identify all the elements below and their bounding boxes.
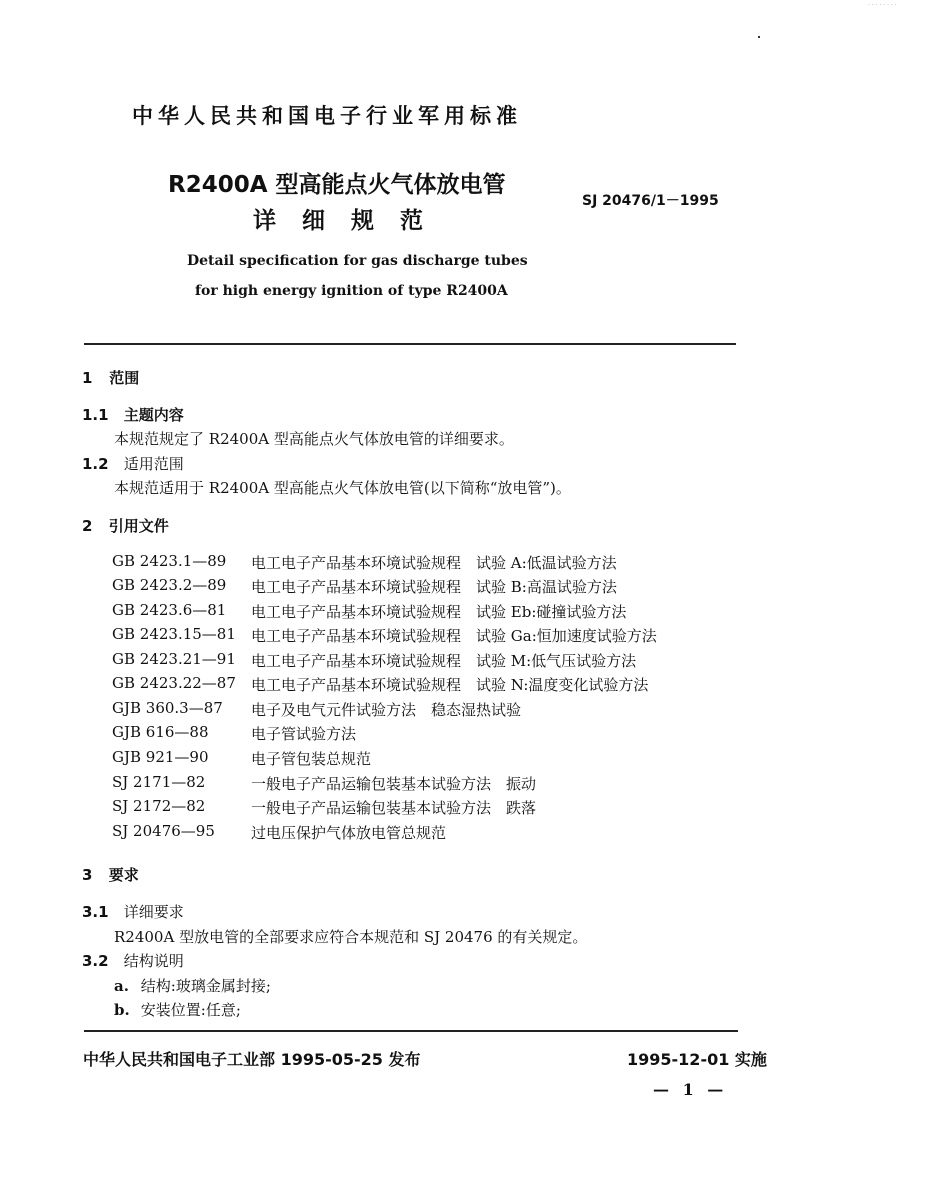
reference-code: GB 2423.15—81 <box>112 625 236 643</box>
issuer-line: 中华人民共和国电子工业部 1995-05-25 发布 <box>83 1050 421 1069</box>
section-3-2-item-b <box>114 999 241 1020</box>
reference-title: 电子管试验方法 <box>251 725 357 743</box>
footer-rule <box>84 1030 738 1032</box>
reference-title: 一般电子产品运输包装基本试验方法 跌落 <box>251 799 537 817</box>
section-3-1-text: R2400A 型放电管的全部要求应符合本规范和 SJ 20476 的有关规定。 <box>114 928 588 946</box>
header-rule <box>84 343 736 345</box>
reference-code: GB 2423.2—89 <box>112 576 227 594</box>
standard-code: SJ 20476/1－1995 <box>582 193 719 209</box>
section-1-title: 范围 <box>109 369 140 387</box>
section-2-title: 引用文件 <box>108 517 169 535</box>
item-a-text: 结构:玻璃金属封接; <box>140 977 271 995</box>
section-1-1-number: 1.1 <box>82 406 109 424</box>
reference-title: 电工电子产品基本环境试验规程 试验 A:低温试验方法 <box>251 554 617 572</box>
item-b-text: 安装位置:任意; <box>140 1001 241 1019</box>
reference-code: SJ 2172—82 <box>112 797 206 815</box>
section-3-1-title: 详细要求 <box>123 903 184 921</box>
section-1-1-text: 本规范规定了 R2400A 型高能点火气体放电管的详细要求。 <box>114 430 514 448</box>
title-en-line1: Detail specification for gas discharge tubes <box>187 253 528 269</box>
section-3-2-title: 结构说明 <box>123 952 184 970</box>
reference-code: GJB 616—88 <box>112 723 209 741</box>
item-b-label: b. <box>114 1001 130 1019</box>
reference-code: GJB 921—90 <box>112 748 209 766</box>
section-1-heading <box>82 367 139 388</box>
reference-code: GJB 360.3—87 <box>112 699 223 717</box>
reference-title: 电工电子产品基本环境试验规程 试验 M:低气压试验方法 <box>251 652 637 670</box>
section-3-2-item-a <box>114 975 271 996</box>
section-3-2-heading <box>82 950 184 971</box>
item-a-label: a. <box>114 977 129 995</box>
reference-title: 过电压保护气体放电管总规范 <box>251 824 447 842</box>
section-3-1-heading <box>82 901 184 922</box>
section-3-heading <box>82 864 139 885</box>
title-en-line2: for high energy ignition of type R2400A <box>195 283 508 299</box>
section-1-1-title: 主题内容 <box>123 406 184 424</box>
reference-code: GB 2423.22—87 <box>112 674 236 692</box>
page-number: — 1 — <box>653 1080 728 1099</box>
section-1-2-title: 适用范围 <box>123 455 184 473</box>
section-1-2-text: 本规范适用于 R2400A 型高能点火气体放电管(以下简称“放电管”)。 <box>114 479 571 497</box>
reference-title: 电工电子产品基本环境试验规程 试验 N:温度变化试验方法 <box>251 676 649 694</box>
section-1-number: 1 <box>82 369 93 387</box>
section-2-heading <box>82 515 169 536</box>
standard-type: 中华人民共和国电子行业军用标准 <box>132 104 522 128</box>
title-cn-line1: R2400A 型高能点火气体放电管 <box>168 172 506 198</box>
reference-title: 电子管包装总规范 <box>251 750 372 768</box>
section-3-2-number: 3.2 <box>82 952 109 970</box>
reference-title: 电工电子产品基本环境试验规程 试验 Eb:碰撞试验方法 <box>251 603 627 621</box>
reference-code: GB 2423.21—91 <box>112 650 236 668</box>
section-1-2-number: 1.2 <box>82 455 109 473</box>
section-3-1-number: 3.1 <box>82 903 109 921</box>
section-1-2-heading <box>82 453 184 474</box>
section-3-title: 要求 <box>108 866 139 884</box>
reference-title: 电工电子产品基本环境试验规程 试验 Ga:恒加速度试验方法 <box>251 627 657 645</box>
reference-code: SJ 2171—82 <box>112 773 206 791</box>
reference-code: SJ 20476—95 <box>112 822 215 840</box>
speck-mark <box>758 36 760 38</box>
reference-title: 电子及电气元件试验方法 稳态湿热试验 <box>251 701 522 719</box>
title-cn-line2: 详细规范 <box>253 208 449 234</box>
effective-date: 1995-12-01 实施 <box>627 1050 767 1069</box>
reference-code: GB 2423.1—89 <box>112 552 227 570</box>
reference-title: 一般电子产品运输包装基本试验方法 振动 <box>251 775 537 793</box>
section-3-number: 3 <box>82 866 93 884</box>
reference-title: 电工电子产品基本环境试验规程 试验 B:高温试验方法 <box>251 578 617 596</box>
section-2-number: 2 <box>82 517 93 535</box>
corner-watermark: · · · · · · · · <box>868 2 897 9</box>
reference-code: GB 2423.6—81 <box>112 601 227 619</box>
section-1-1-heading <box>82 404 184 425</box>
